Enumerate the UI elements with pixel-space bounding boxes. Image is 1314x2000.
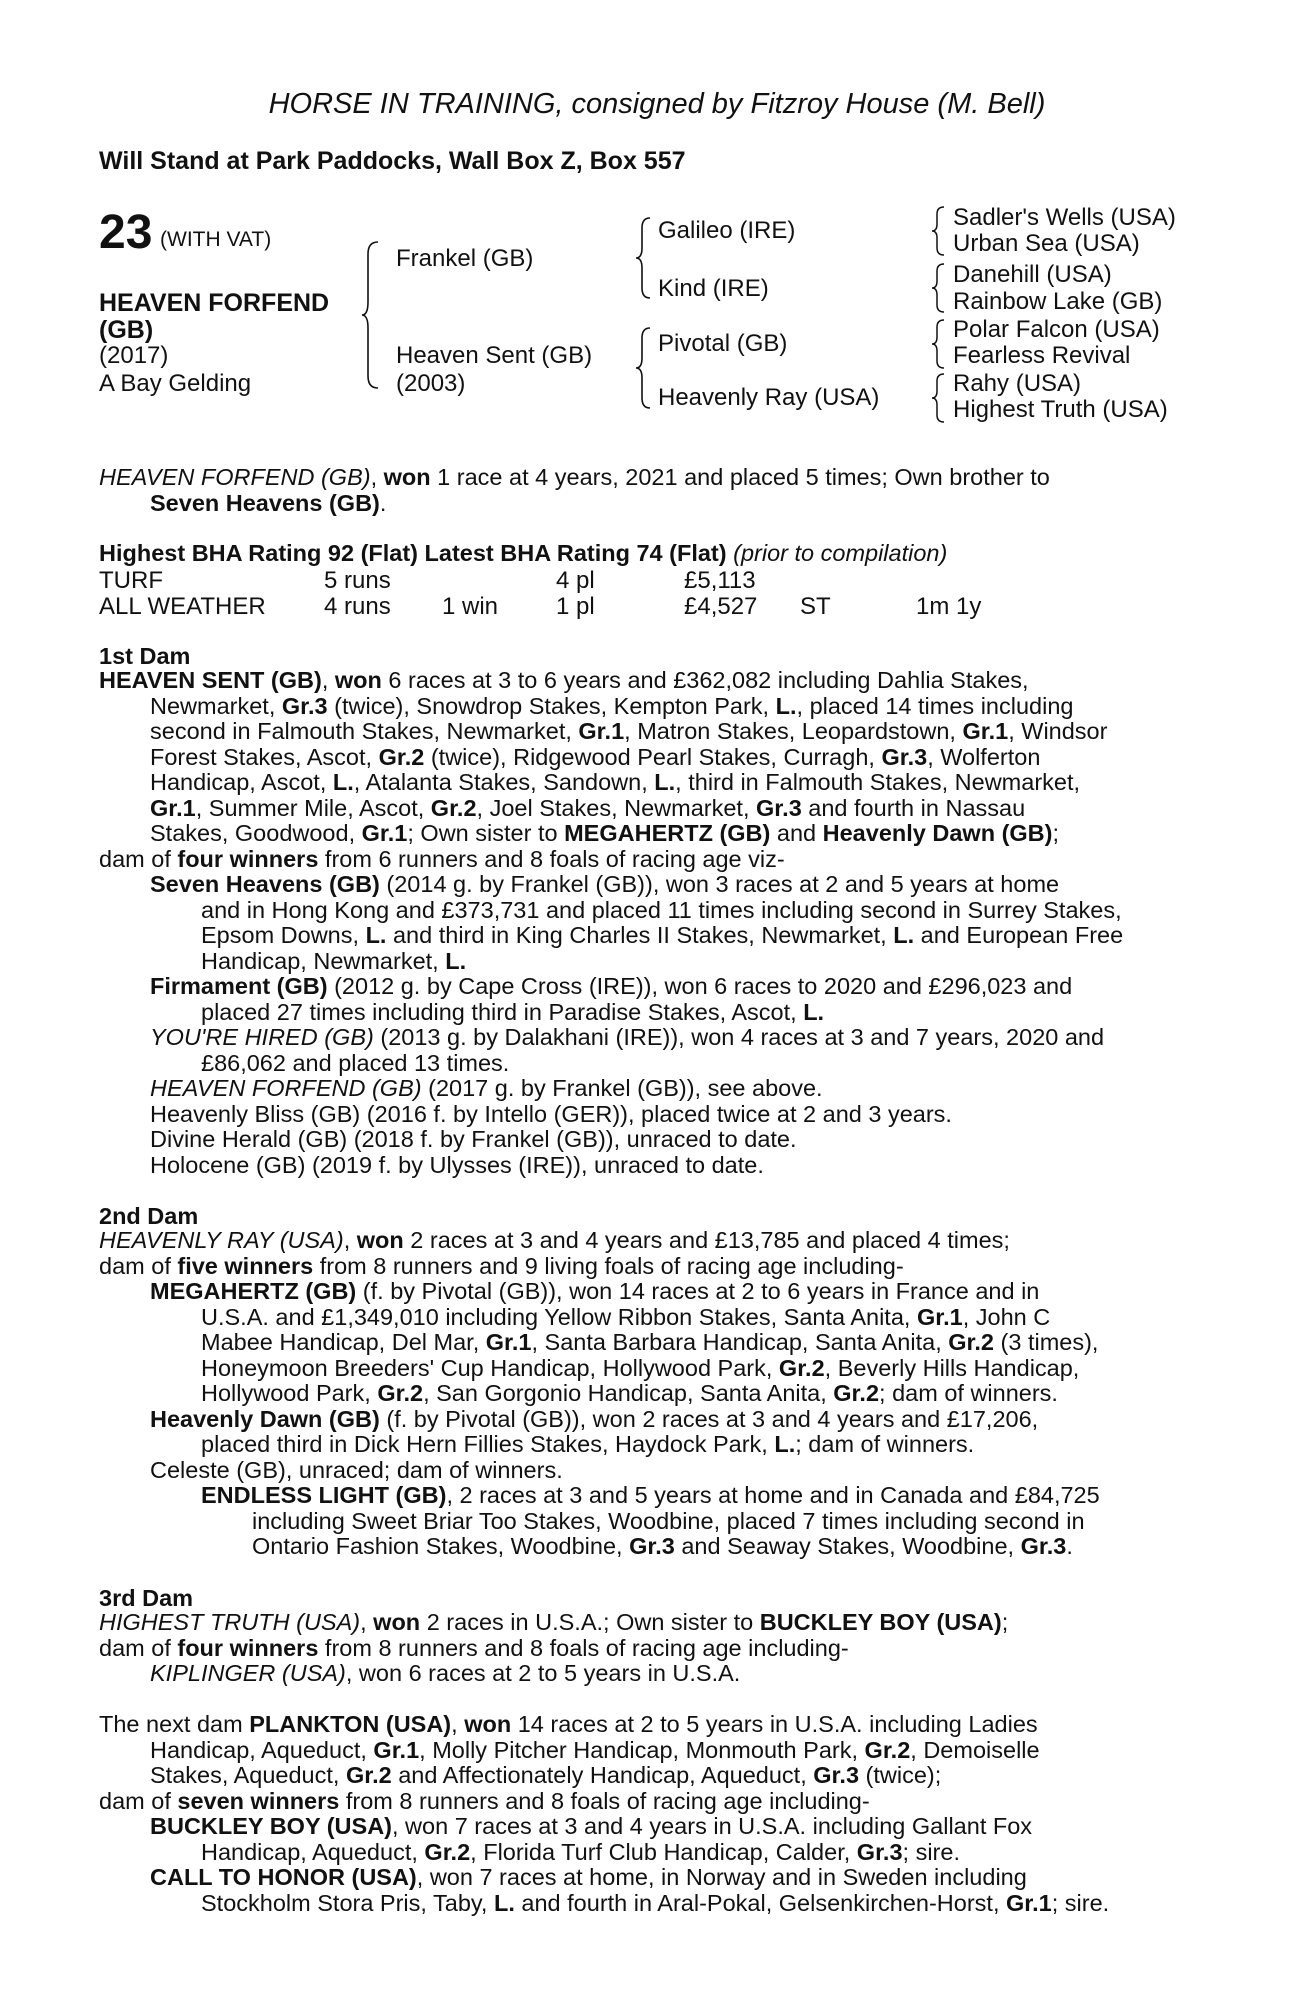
dam1-line: HEAVEN SENT (GB), won 6 races at 3 to 6 years and £362,082 including Dahlia Stakes,	[99, 667, 1029, 693]
dam4-line: CALL TO HONOR (USA), won 7 races at home, in Norway and in Sweden including	[150, 1864, 1027, 1890]
dam2-line: Heavenly Dawn (GB) (f. by Pivotal (GB)), won 2 races at 3 and 4 years and £17,206,	[150, 1405, 1039, 1432]
dam1-line: £86,062 and placed 13 times.	[201, 1049, 510, 1076]
dam1-line: Forest Stakes, Ascot, Gr.2 (twice), Ridgewood Pearl Stakes, Curragh, Gr.3, Wolferton	[150, 743, 1041, 770]
dam2-line: MEGAHERTZ (GB) (f. by Pivotal (GB)), won 14 races at 2 to 6 years in France and in	[150, 1278, 1040, 1304]
horse-name-country: (GB)	[99, 316, 154, 344]
lot-number: 23	[99, 206, 153, 259]
dam1-line: Epsom Downs, L. and third in King Charles II Stakes, Newmarket, L. and European Free	[201, 922, 1124, 948]
dam1-line: Stakes, Goodwood, Gr.1; Own sister to MEGAHERTZ (GB) and Heavenly Dawn (GB);	[150, 820, 1060, 846]
dam2-line: Mabee Handicap, Del Mar, Gr.1, Santa Barbara Handicap, Santa Anita, Gr.2 (3 times),	[201, 1329, 1099, 1355]
dam4-line: Handicap, Aqueduct, Gr.1, Molly Pitcher Handicap, Monmouth Park, Gr.2, Demoiselle	[150, 1736, 1040, 1763]
dam1-line: Handicap, Ascot, L., Atalanta Stakes, Sandown, L., third in Falmouth Stakes, Newmarket,	[150, 769, 1081, 795]
dam4-line: Stakes, Aqueduct, Gr.2 and Affectionately Handicap, Aqueduct, Gr.3 (twice);	[150, 1762, 942, 1788]
record-surface: ALL WEATHER	[99, 593, 266, 620]
foaling-year: (2017)	[99, 342, 169, 369]
dam1-line: Firmament (GB) (2012 g. by Cape Cross (IRE)), won 6 races to 2020 and £296,023 and	[150, 973, 1073, 999]
pedigree-brace-dam	[634, 326, 652, 410]
horse-description: A Bay Gelding	[99, 370, 252, 397]
dam4-line: Handicap, Aqueduct, Gr.2, Florida Turf Club Handicap, Calder, Gr.3; sire.	[201, 1838, 960, 1865]
record-dist: 1m 1y	[916, 593, 982, 620]
record-runs: 4 runs	[324, 593, 391, 620]
dam2-line: HEAVENLY RAY (USA), won 2 races at 3 and 4 years and £13,785 and placed 4 times;	[99, 1227, 1010, 1253]
record-surface: TURF	[99, 567, 163, 594]
ancestor-2: Urban Sea (USA)	[953, 230, 1140, 257]
dam3-heading: 3rd Dam	[99, 1585, 194, 1611]
pedigree-brace-g2	[930, 262, 946, 314]
stand-location: Will Stand at Park Paddocks, Wall Box Z, Box 557	[99, 147, 686, 175]
dam4-line: BUCKLEY BOY (USA), won 7 races at 3 and 4 years in U.S.A. including Gallant Fox	[150, 1813, 1033, 1839]
dam2-line: ENDLESS LIGHT (GB), 2 races at 3 and 5 years at home and in Canada and £84,725	[201, 1482, 1100, 1508]
pedigree-brace-g4	[930, 372, 946, 424]
horse-name: HEAVEN FORFEND	[99, 289, 330, 317]
record-prize: £5,113	[684, 567, 756, 594]
dam1-line: HEAVEN FORFEND (GB) (2017 g. by Frankel (GB)), see above.	[150, 1075, 823, 1101]
dam1-line: dam of four winners from 6 runners and 8 foals of racing age viz-	[99, 845, 785, 872]
vat-note: (WITH VAT)	[160, 228, 272, 251]
dam2-line: Hollywood Park, Gr.2, San Gorgonio Handicap, Santa Anita, Gr.2; dam of winners.	[201, 1380, 1058, 1406]
dam4-line: The next dam PLANKTON (USA), won 14 races at 2 to 5 years in U.S.A. including Ladies	[99, 1711, 1038, 1737]
sire-sire: Galileo (IRE)	[658, 217, 796, 244]
dam1-line: Seven Heavens (GB) (2014 g. by Frankel (GB)), won 3 races at 2 and 5 years at home	[150, 871, 1060, 897]
page-title: HORSE IN TRAINING, consigned by Fitzroy House (M. Bell)	[268, 88, 1046, 120]
dam3-section	[99, 1610, 1203, 1687]
record-type: ST	[800, 593, 831, 620]
dam1-line: Gr.1, Summer Mile, Ascot, Gr.2, Joel Stakes, Newmarket, Gr.3 and fourth in Nassau	[150, 794, 1026, 821]
record-wins: 1 win	[442, 593, 499, 620]
dam-dam: Heavenly Ray (USA)	[658, 384, 880, 411]
dam1-heading: 1st Dam	[99, 643, 191, 669]
record-placed: 1 pl	[556, 593, 595, 620]
dam1-line: Handicap, Newmarket, L.	[201, 947, 467, 974]
sire-name: Frankel (GB)	[396, 245, 534, 272]
record-runs: 5 runs	[324, 567, 391, 594]
dam1-line: and in Hong Kong and £373,731 and placed 11 times including second in Surrey Stakes,	[201, 896, 1122, 923]
record-prize: £4,527	[684, 593, 758, 620]
ancestor-8: Highest Truth (USA)	[953, 396, 1168, 423]
pedigree-brace-sire	[634, 216, 652, 300]
dam1-line: Heavenly Bliss (GB) (2016 f. by Intello (GER)), placed twice at 2 and 3 years.	[150, 1100, 952, 1127]
bha-ratings: Highest BHA Rating 92 (Flat) Latest BHA Rating 74 (Flat) (prior to compilation)	[99, 540, 948, 566]
dam2-line: placed third in Dick Hern Fillies Stakes, Haydock Park, L.; dam of winners.	[201, 1431, 975, 1457]
dam1-line: second in Falmouth Stakes, Newmarket, Gr.1, Matron Stakes, Leopardstown, Gr.1, Windsor	[150, 718, 1108, 744]
dam3-line: KIPLINGER (USA), won 6 races at 2 to 5 years in U.S.A.	[150, 1660, 741, 1686]
pedigree-brace-main	[360, 240, 380, 390]
ancestor-3: Danehill (USA)	[953, 261, 1112, 288]
ancestor-7: Rahy (USA)	[953, 370, 1082, 397]
dam2-line: dam of five winners from 8 runners and 9 living foals of racing age including-	[99, 1252, 904, 1279]
ancestor-5: Polar Falcon (USA)	[953, 316, 1160, 343]
dam1-line: YOU'RE HIRED (GB) (2013 g. by Dalakhani (IRE)), won 4 races at 3 and 7 years, 2020 and	[150, 1024, 1105, 1050]
dam1-line: Holocene (GB) (2019 f. by Ulysses (IRE)), unraced to date.	[150, 1151, 764, 1178]
dam3-line: dam of four winners from 8 runners and 8 foals of racing age including-	[99, 1634, 849, 1661]
ancestor-4: Rainbow Lake (GB)	[953, 288, 1163, 315]
dam-sire: Pivotal (GB)	[658, 330, 788, 357]
dam4-line: dam of seven winners from 8 runners and 8 foals of racing age including-	[99, 1787, 870, 1814]
sire-dam: Kind (IRE)	[658, 275, 769, 302]
dam1-line: Divine Herald (GB) (2018 f. by Frankel (GB)), unraced to date.	[150, 1126, 797, 1152]
ancestor-1: Sadler's Wells (USA)	[953, 204, 1176, 231]
pedigree-brace-g1	[930, 205, 946, 257]
dam2-heading: 2nd Dam	[99, 1203, 199, 1229]
dam1-line: Newmarket, Gr.3 (twice), Snowdrop Stakes, Kempton Park, L., placed 14 times including	[150, 692, 1074, 719]
record-placed: 4 pl	[556, 567, 595, 594]
dam2-line: Ontario Fashion Stakes, Woodbine, Gr.3 and Seaway Stakes, Woodbine, Gr.3.	[252, 1533, 1073, 1559]
dam2-line: Honeymoon Breeders' Cup Handicap, Hollywood Park, Gr.2, Beverly Hills Handicap,	[201, 1354, 1080, 1381]
dam2-line: U.S.A. and £1,349,010 including Yellow Ribbon Stakes, Santa Anita, Gr.1, John C	[201, 1303, 1051, 1330]
dam4-section	[99, 1712, 1203, 1916]
dam1-section	[99, 668, 1203, 1178]
dam3-line: HIGHEST TRUTH (USA), won 2 races in U.S.A.; Own sister to BUCKLEY BOY (USA);	[99, 1609, 1009, 1635]
ancestor-6: Fearless Revival	[953, 342, 1131, 369]
dam4-line: Stockholm Stora Pris, Taby, L. and fourth in Aral-Pokal, Gelsenkirchen-Horst, Gr.1; sire.	[201, 1889, 1110, 1916]
dam2-section	[99, 1228, 1203, 1560]
dam1-line: placed 27 times including third in Paradise Stakes, Ascot, L.	[201, 998, 825, 1025]
dam-name: Heaven Sent (GB)	[396, 342, 593, 369]
dam-year: (2003)	[396, 370, 466, 397]
dam2-line: including Sweet Briar Too Stakes, Woodbine, placed 7 times including second in	[252, 1507, 1085, 1534]
pedigree-brace-g3	[930, 318, 946, 370]
race-summary: HEAVEN FORFEND (GB), won 1 race at 4 years, 2021 and placed 5 times; Own brother to Seven Heavens (GB).	[99, 464, 1050, 516]
dam2-line: Celeste (GB), unraced; dam of winners.	[150, 1456, 563, 1483]
